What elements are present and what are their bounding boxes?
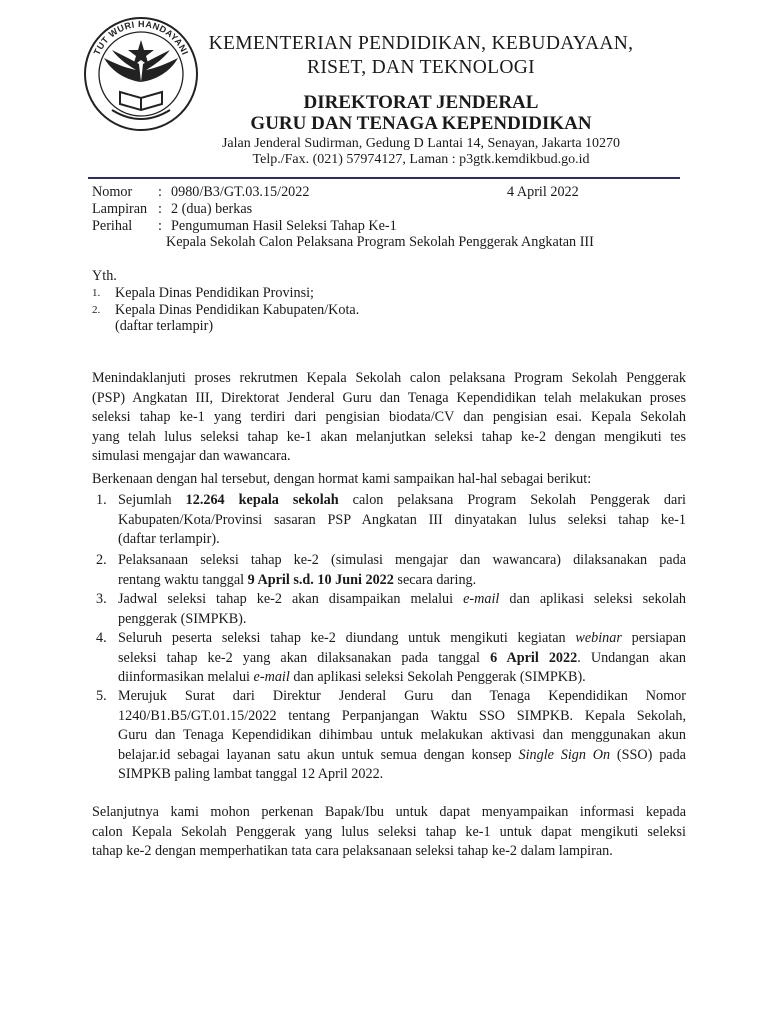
- directorate-name-line1: DIREKTORAT JENDERAL: [303, 92, 539, 113]
- point-line: penggerak (SIMPKB).: [118, 610, 247, 627]
- point-text: Jadwal seleksi tahap ke-2 akan disampaikan melalui: [118, 591, 464, 607]
- point-text: (SSO) pada: [610, 746, 686, 763]
- lampiran-value: 2 (dua) berkas: [171, 201, 253, 217]
- recipient-2: Kepala Dinas Pendidikan Kabupaten/Kota.: [115, 302, 360, 318]
- perihal-colon: :: [158, 218, 162, 234]
- lampiran-colon: :: [158, 201, 162, 217]
- nomor-label: Nomor: [92, 184, 133, 200]
- point-number: 1.: [96, 492, 107, 508]
- point-italic: e-mail: [463, 591, 500, 607]
- point-text: diinformasikan melalui: [118, 669, 254, 685]
- point-emphasis: 9 April s.d. 10 Juni 2022: [247, 571, 394, 588]
- point-line: Guru dan Tenaga Kependidikan dihimbau untuk melakukan aktivasi dan menggunakan akun: [118, 727, 686, 743]
- nomor-value: 0980/B3/GT.03.15/2022: [171, 184, 310, 200]
- salutation: Yth.: [92, 268, 117, 284]
- intro-line: (PSP) Angkatan III, Direktorat Jenderal Guru dan Tenaga Kependidikan telah melakukan proses: [92, 389, 686, 406]
- letter-date: 4 April 2022: [507, 184, 579, 200]
- point-number: 4.: [96, 630, 107, 646]
- intro-line: seleksi tahap ke-1 yang terdiri dari pengisian biodata/CV dan pengisian esai. Kepala Sekolah: [92, 409, 686, 425]
- directorate-name-line2: GURU DAN TENAGA KEPENDIDIKAN: [250, 113, 592, 134]
- point-text: secara daring.: [393, 571, 477, 588]
- point-number: 3.: [96, 591, 107, 607]
- perihal-label: Perihal: [92, 218, 133, 234]
- point-emphasis: 12.264 kepala sekolah: [185, 492, 339, 508]
- recipient-num-2: 2.: [92, 304, 101, 316]
- nomor-colon: :: [158, 184, 162, 200]
- closing-line: Selanjutnya kami mohon perkenan Bapak/Ibu untuk dapat menyampaikan informasi kepada: [92, 804, 686, 820]
- closing-paragraph: [92, 803, 686, 862]
- point-italic: webinar: [575, 630, 622, 646]
- point-line: 1240/B1.B5/GT.01.15/2022 tentang Perpanjangan Waktu SSO SIMPKB. Kepala Sekolah,: [118, 707, 686, 724]
- intro-line: yang telah lulus seleksi tahap ke-1 akan melanjutkan seleksi tahap ke-2 dengan mengikuti tes: [92, 428, 686, 445]
- point-text: Seluruh peserta seleksi tahap ke-2 diundang untuk mengikuti kegiatan: [118, 630, 576, 646]
- office-address: Jalan Jenderal Sudirman, Gedung D Lantai 14, Senayan, Jakarta 10270: [221, 136, 621, 151]
- point-line: SIMPKB paling lambat tanggal 12 April 2022.: [118, 766, 384, 782]
- point-text: Sejumlah: [118, 492, 186, 508]
- point-number: 2.: [96, 552, 107, 568]
- ministry-name-line2: RISET, DAN TEKNOLOGI: [307, 57, 535, 78]
- intro-line: simulasi mengajar dan wawancara.: [92, 448, 291, 464]
- header-divider: [88, 177, 680, 179]
- recipient-1: Kepala Dinas Pendidikan Provinsi;: [115, 285, 314, 301]
- lampiran-label: Lampiran: [92, 201, 148, 217]
- perihal-value-line2: Kepala Sekolah Calon Pelaksana Program Sekolah Penggerak Angkatan III: [166, 234, 594, 250]
- logo-motto-text: TUT WURI HANDAYANI: [91, 18, 191, 57]
- point-text: . Undangan akan: [577, 649, 686, 666]
- point-text: calon pelaksana Program Sekolah Penggerak dari: [338, 492, 686, 508]
- point-line: Kabupaten/Kota/Provinsi sasaran PSP Angkatan III dinyatakan lulus seleksi tahap ke-1: [118, 511, 686, 528]
- intro-line: Menindaklanjuti proses rekrutmen Kepala Sekolah calon pelaksana Program Sekolah Penggerak: [92, 370, 686, 386]
- recipient-note: (daftar terlampir): [115, 318, 214, 334]
- point-text: dan aplikasi seleksi Sekolah Penggerak (SIMPKB).: [289, 669, 586, 685]
- ministry-name-line1: KEMENTERIAN PENDIDIKAN, KEBUDAYAAN,: [208, 33, 634, 54]
- point-emphasis: 6 April 2022: [490, 649, 578, 666]
- closing-line: tahap ke-2 dengan memperhatikan tata cara pelaksanaan seleksi tahap ke-2 dalam lampiran.: [92, 843, 613, 859]
- point-text: dan aplikasi seleksi sekolah: [499, 591, 686, 607]
- office-contact: Telp./Fax. (021) 57974127, Laman : p3gtk.kemdikbud.go.id: [252, 152, 590, 167]
- point-text: persiapan: [621, 630, 686, 646]
- point-line: Pelaksanaan seleksi tahap ke-2 (simulasi mengajar dan wawancara) dilaksanakan pada: [118, 552, 686, 568]
- recipient-num-1: 1.: [92, 287, 101, 299]
- point-text: belajar.id sebagai layanan satu akun untuk semua dengan konsep: [118, 746, 519, 763]
- point-text: rentang waktu tanggal: [118, 571, 248, 588]
- point-number: 5.: [96, 688, 107, 704]
- point-italic: Single Sign On: [518, 746, 611, 763]
- closing-line: calon Kepala Sekolah Penggerak yang lulus seleksi tahap ke-1 untuk dapat mengikuti seleksi: [92, 823, 686, 840]
- point-line: Merujuk Surat dari Direktur Jenderal Guru dan Tenaga Kependidikan Nomor: [118, 688, 686, 704]
- list-intro: Berkenaan dengan hal tersebut, dengan hormat kami sampaikan hal-hal sebagai berikut:: [92, 471, 592, 487]
- point-text: seleksi tahap ke-2 yang akan dilaksanakan pada tanggal: [118, 649, 491, 666]
- perihal-value-line1: Pengumuman Hasil Seleksi Tahap Ke-1: [171, 218, 397, 234]
- point-italic: e-mail: [253, 669, 290, 685]
- intro-paragraph: [92, 369, 686, 467]
- point-line: (daftar terlampir).: [118, 531, 220, 547]
